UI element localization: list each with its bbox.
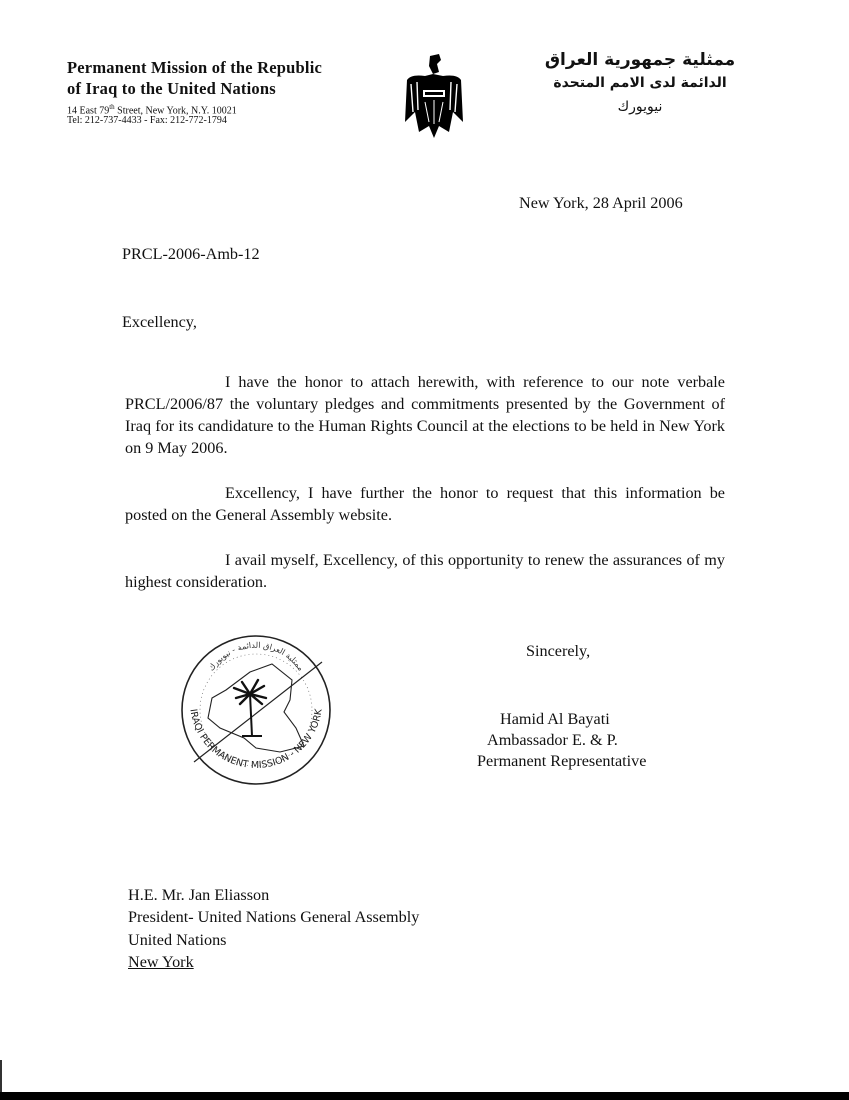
address-rest: Street, New York, N.Y. 10021 <box>114 105 237 117</box>
address-superscript: th <box>109 103 115 111</box>
letterhead-arabic-line1: ممثلية جمهورية العراق <box>544 50 736 70</box>
letterhead-phone-fax: Tel: 212-737-4433 - Fax: 212-772-1794 <box>67 115 227 126</box>
body-paragraph-2 <box>125 482 725 526</box>
recipient-name: H.E. Mr. Jan Eliasson <box>128 886 270 904</box>
signatory-name: Hamid Al Bayati <box>500 710 610 728</box>
recipient-title: President- United Nations General Assembly <box>128 908 420 926</box>
scan-edge-mark <box>0 1060 2 1092</box>
seal-bottom-text: IRAQI PERMANENT MISSION - NEW YORK <box>187 708 325 772</box>
reference-number: PRCL-2006-Amb-12 <box>122 245 260 263</box>
letterhead-title-line2: of Iraq to the United Nations <box>67 79 276 98</box>
mission-seal-icon <box>172 632 340 792</box>
seal-top-arabic-text: ممثلية العراق الدائمة - نيويورك <box>206 640 306 673</box>
letterhead-title-line1: Permanent Mission of the Republic <box>67 58 323 77</box>
closing: Sincerely, <box>526 642 591 660</box>
signatory-title-representative: Permanent Representative <box>477 752 647 770</box>
letterhead-arabic-line3: نيويورك <box>617 99 663 115</box>
scan-bottom-border <box>0 1092 849 1100</box>
body-paragraph-1-text: I have the honor to attach herewith, with reference to our note verbale PRCL/2006/87 the voluntary pledges and commitments presented by the Government of Iraq for its candidature to the Human Rights Council at the elections to be held in New York on 9 May 2006. <box>125 373 725 457</box>
recipient-organization: United Nations <box>128 931 227 949</box>
body-paragraph-3 <box>125 549 725 593</box>
signatory-title-ambassador: Ambassador E. & P. <box>487 731 618 749</box>
iraq-eagle-emblem-icon <box>403 52 465 140</box>
body-paragraph-3-text: I avail myself, Excellency, of this opportunity to renew the assurances of my highest consideration. <box>125 551 725 591</box>
body-paragraph-1 <box>125 371 725 459</box>
address-street-number: 14 East 79 <box>67 105 110 117</box>
recipient-city: New York <box>128 953 194 971</box>
place-date: New York, 28 April 2006 <box>519 194 683 212</box>
salutation: Excellency, <box>122 313 197 331</box>
letterhead-arabic-line2: الدائمة لدى الامم المتحدة <box>553 75 727 91</box>
body-paragraph-2-text: Excellency, I have further the honor to request that this information be posted on the General Assembly website. <box>125 484 725 524</box>
